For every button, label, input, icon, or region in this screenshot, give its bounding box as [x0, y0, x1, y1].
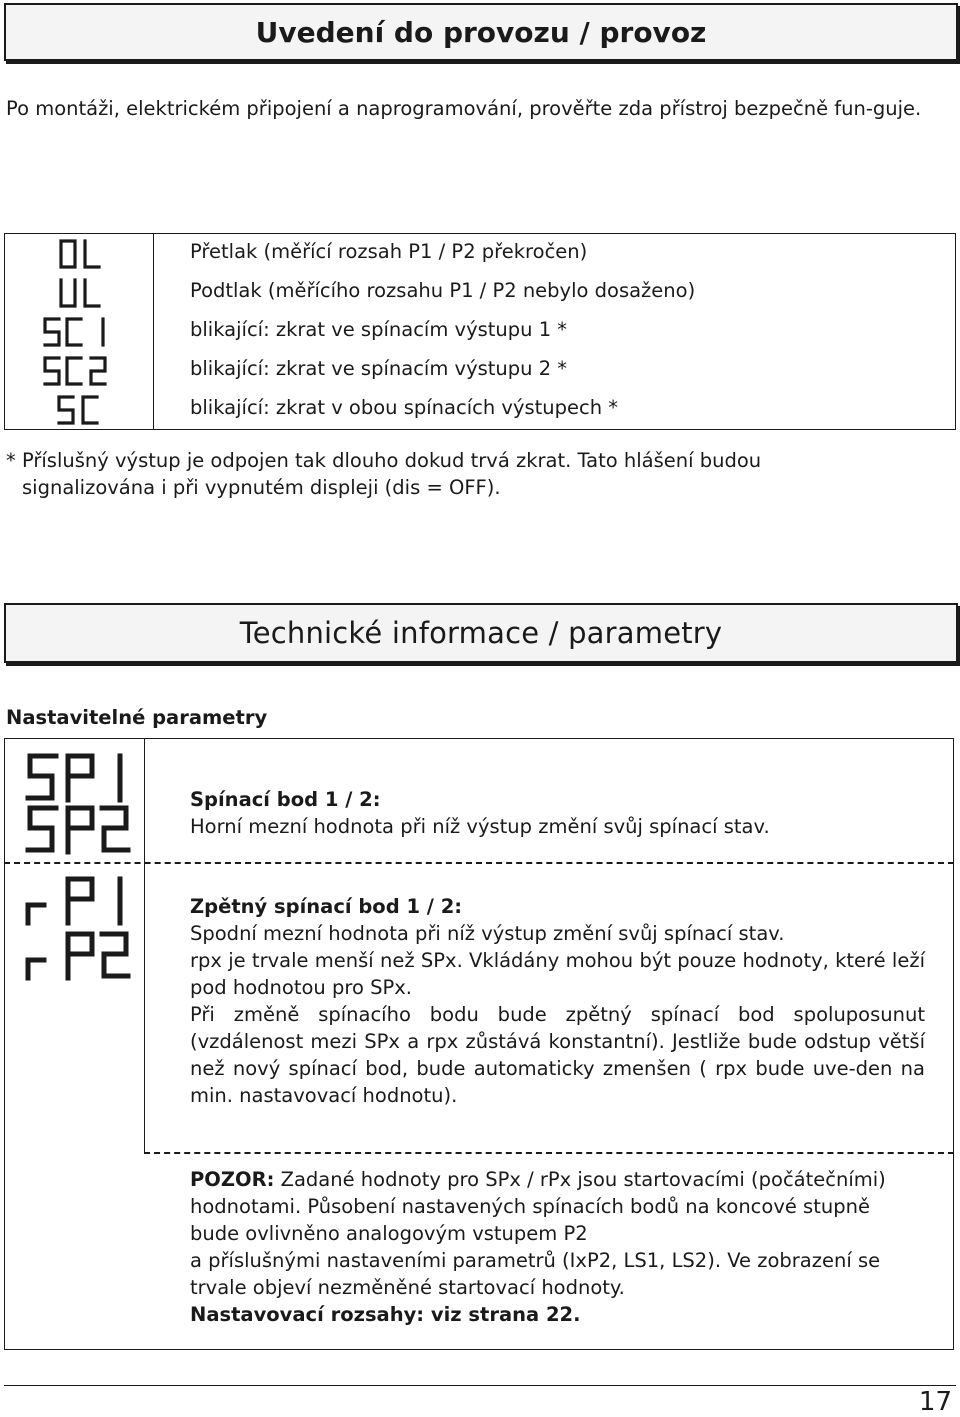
param-label: Zpětný spínací bod 1 / 2: — [190, 895, 463, 918]
footer-rule — [4, 1385, 956, 1386]
param-description: Horní mezní hodnota při níž výstup změní svůj spínací stav. — [190, 815, 770, 838]
error-row-ol — [5, 234, 955, 273]
warning-block — [190, 1166, 925, 1328]
dashed-divider — [144, 1152, 954, 1154]
footnote: * Příslušný výstup je odpojen tak dlouho dokud trvá zkrat. Tato hlášení budou signalizována i při vypnutém displeji (dis = OFF). — [6, 449, 762, 499]
sp2-display-icon — [22, 804, 132, 856]
error-row-ul — [5, 273, 955, 312]
parameter-table — [4, 738, 954, 1350]
error-row-sc1 — [5, 312, 955, 351]
rp2-display-icon — [22, 930, 132, 982]
page-number: 17 — [918, 1387, 952, 1417]
error-row-sc — [5, 390, 955, 429]
ranges-reference: Nastavovací rozsahy: viz strana 22. — [190, 1303, 581, 1326]
subheading: Nastavitelné parametry — [6, 706, 268, 729]
param-reset-point-block — [190, 893, 925, 1109]
param-line: Při změně spínacího bodu bude zpětný spínací bod spoluposunut (vzdálenost mezi SPx a rpx zůstává konstantní). Jestliže bude odstup větší než nový spínací bod, bude automaticky zmenšen ( rpx bude uve-den na min. nastavovací hodnotu). — [190, 1003, 925, 1107]
intro-paragraph: Po montáži, elektrickém připojení a naprogramování, prověřte zda přístroj bezpečně fun-guje. — [6, 97, 922, 120]
sc2-display-icon — [41, 355, 141, 387]
error-description: Přetlak (měřící rozsah P1 / P2 překročen) — [190, 240, 588, 263]
error-description: blikající: zkrat ve spínacím výstupu 2 * — [190, 357, 568, 380]
sp1-display-icon — [22, 752, 132, 804]
warning-text: a příslušnými nastaveními parametrů (IxP2, LS1, LS2). Ve zobrazení se trvale objeví nezměněné startovací hodnoty. — [190, 1249, 881, 1299]
warning-label: POZOR: — [190, 1168, 275, 1191]
error-description: blikající: zkrat ve spínacím výstupu 1 * — [190, 318, 568, 341]
ul-display-icon — [41, 277, 141, 309]
section-title: Technické informace / parametry — [239, 616, 723, 650]
warning-text: Zadané hodnoty pro SPx / rPx jsou startovacími (počátečními) hodnotami. Působení nastavených spínacích bodů na koncové stupně bude ovlivněno analogovým vstupem P2 — [190, 1168, 886, 1245]
param-label: Spínací bod 1 / 2: — [190, 788, 381, 811]
sc1-display-icon — [41, 316, 141, 348]
error-row-sc2 — [5, 351, 955, 390]
dashed-divider — [4, 862, 954, 864]
section-header-operation — [4, 3, 958, 61]
sc-display-icon — [41, 394, 141, 426]
error-description: blikající: zkrat v obou spínacích výstupech * — [190, 396, 619, 419]
param-line: Spodní mezní hodnota při níž výstup změní svůj spínací stav. — [190, 922, 785, 945]
section-header-technical — [4, 603, 958, 663]
param-setpoint-block — [190, 786, 925, 840]
rp1-display-icon — [22, 875, 132, 927]
error-description: Podtlak (měřícího rozsahu P1 / P2 nebylo dosaženo) — [190, 279, 696, 302]
ol-display-icon — [41, 238, 141, 270]
error-code-table — [4, 233, 956, 430]
param-line: rpx je trvale menší než SPx. Vkládány mohou být pouze hodnoty, které leží pod hodnotou pro SPx. — [190, 949, 925, 999]
section-title: Uvedení do provozu / provoz — [255, 15, 707, 49]
